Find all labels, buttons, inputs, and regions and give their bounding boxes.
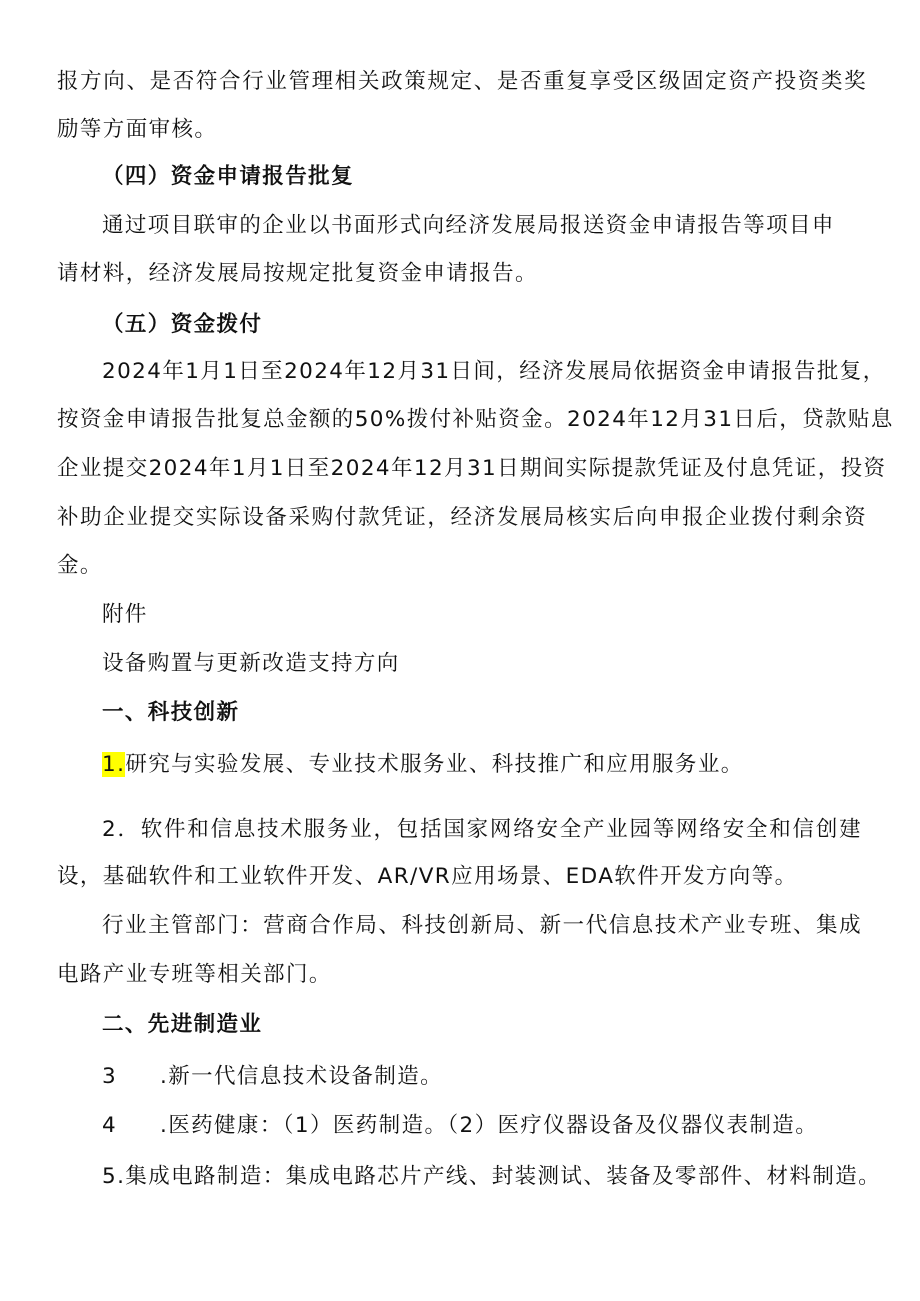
list-item-3 [102, 1062, 912, 1092]
list-item-5: 5.集成电路制造：集成电路芯片产线、封装测试、装备及零部件、材料制造。 [102, 1164, 882, 1189]
list-item-text: .新一代信息技术设备制造。 [160, 1064, 444, 1089]
paragraph-line: 行业主管部门：营商合作局、科技创新局、新一代信息技术产业专班、集成 [102, 913, 862, 938]
paragraph-line: 设，基础软件和工业软件开发、AR/VR应用场景、EDA软件开发方向等。 [57, 864, 798, 889]
paragraph-line: 补助企业提交实际设备采购付款凭证，经济发展局核实后向申报企业拨付剩余资 [57, 505, 867, 530]
paragraph-line: 励等方面审核。 [57, 117, 218, 142]
paragraph-line: 2024年1月1日至2024年12月31日间，经济发展局依据资金申请报告批复， [102, 359, 886, 384]
paragraph-line: 按资金申请报告批复总金额的50%拨付补贴资金。2024年12月31日后，贷款贴息 [57, 407, 894, 432]
paragraph-line: 企业提交2024年1月1日至2024年12月31日期间实际提款凭证及付息凭证，投资 [57, 456, 887, 481]
paragraph-line: 电路产业专班等相关部门。 [57, 962, 332, 987]
section-heading-tech: 一、科技创新 [102, 700, 240, 725]
list-item-4 [102, 1111, 912, 1141]
paragraph-line: 请材料，经济发展局按规定批复资金申请报告。 [57, 261, 538, 286]
list-item-2: 2．软件和信息技术服务业，包括国家网络安全产业园等网络安全和信创建 [102, 817, 862, 842]
list-item-number: 1. [102, 752, 126, 777]
section-heading-4: （四）资金申请报告批复 [102, 164, 354, 189]
section-heading-manufacturing: 二、先进制造业 [102, 1012, 263, 1037]
paragraph-line: 报方向、是否符合行业管理相关政策规定、是否重复享受区级固定资产投资类奖 [57, 69, 867, 94]
list-item-number: 3 [102, 1064, 118, 1089]
list-item-1 [102, 750, 912, 780]
section-heading-5: （五）资金拨付 [102, 312, 263, 337]
paragraph-line: 金。 [57, 553, 103, 578]
list-item-text: 研究与实验发展、专业技术服务业、科技推广和应用服务业。 [125, 752, 744, 777]
attachment-title: 设备购置与更新改造支持方向 [102, 651, 400, 676]
list-item-text: .医药健康：（1）医药制造。（2）医疗仪器设备及仪器仪表制造。 [160, 1113, 819, 1138]
paragraph-line: 通过项目联审的企业以书面形式向经济发展局报送资金申请报告等项目申 [102, 213, 835, 238]
attachment-label: 附件 [102, 602, 148, 627]
list-item-number: 4 [102, 1113, 118, 1138]
